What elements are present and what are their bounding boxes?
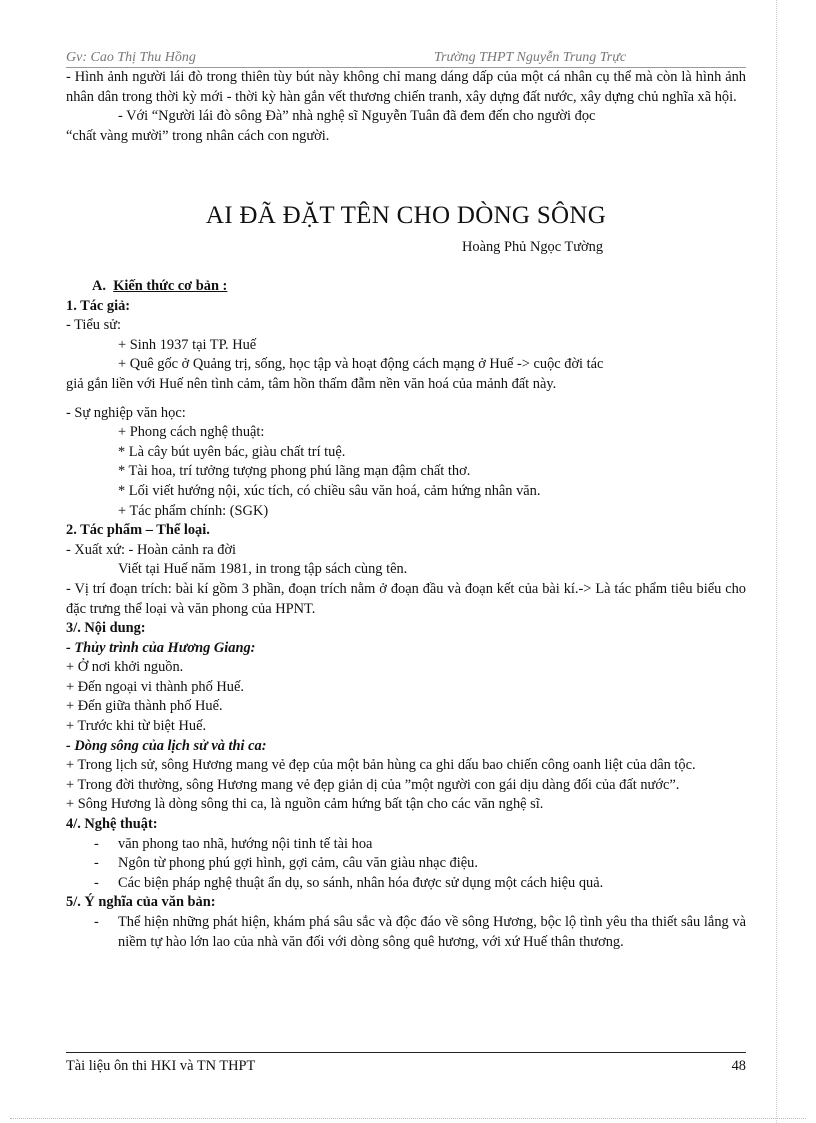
- page-side-dots: [776, 0, 777, 1123]
- history-item-1: + Trong lịch sử, sông Hương mang vẻ đẹp của một bản hùng ca ghi dấu bao chiến công oanh liệt của dân tộc.: [66, 757, 696, 774]
- content-item-4: + Trước khi từ biệt Huế.: [66, 718, 207, 735]
- history-item-2: + Trong đời thường, sông Hương mang vẻ đẹp giản dị của ”một người con gái dịu dàng đối của đất nước”.: [66, 776, 680, 793]
- art-item-3: - Các biện pháp nghệ thuật ẩn dụ, so sánh, nhân hóa được sử dụng một cách hiệu quả.: [66, 874, 746, 894]
- header-teacher: Gv: Cao Thị Thu Hồng: [66, 50, 196, 65]
- section-a-label: Kiến thức cơ bản :: [113, 278, 228, 294]
- bio-item-2-cont: giả gắn liền với Huế nên tình cảm, tâm hồn thấm đẫm nền văn hoá của mảnh đất này.: [66, 375, 557, 392]
- meaning-list: [66, 913, 746, 952]
- header-school: Trường THPT Nguyễn Trung Trực: [434, 50, 627, 65]
- page-content: [66, 68, 746, 950]
- content-sub-2: - Dòng sông của lịch sử và thi ca:: [66, 737, 267, 754]
- intro-paragraph-2-line-1: - Với “Người lái đò sông Đà” nhà nghệ sĩ Nguyễn Tuân đã đem đến cho người đọc: [118, 108, 596, 125]
- page-edge-dots: [10, 1118, 806, 1119]
- career-item-3: * Tài hoa, trí tưởng tượng phong phú lãng mạn đậm chất thơ.: [118, 463, 471, 480]
- work-origin: - Xuất xứ: - Hoàn cảnh ra đời: [66, 541, 237, 558]
- work-position: - Vị trí đoạn trích: bài kí gồm 3 phần, đoạn trích nằm ở đoạn đầu và đoạn kết của bài kí.-> Là tác phẩm tiêu biểu cho đặc trưng thể loại và văn phong của HPNT.: [66, 580, 746, 617]
- bio-item-1: + Sinh 1937 tại TP. Huế: [118, 336, 257, 353]
- art-heading: 4/. Nghệ thuật:: [66, 816, 158, 833]
- art-list: [66, 835, 746, 894]
- lesson-title: AI ĐÃ ĐẶT TÊN CHO DÒNG SÔNG: [205, 202, 607, 229]
- bio-label: - Tiểu sử:: [66, 317, 121, 334]
- section-a-heading: [66, 277, 746, 297]
- work-origin-detail: Viết tại Huế năm 1981, in trong tập sách cùng tên.: [118, 561, 408, 578]
- page-number: 48: [731, 1058, 746, 1074]
- meaning-heading: 5/. Ý nghĩa của văn bản:: [66, 894, 216, 911]
- content-item-1: + Ở nơi khởi nguồn.: [66, 659, 184, 676]
- author-heading: 1. Tác giả:: [66, 297, 131, 314]
- footer-rule: [66, 1052, 746, 1053]
- lesson-body: [66, 277, 746, 952]
- content-heading: 3/. Nội dung:: [66, 620, 146, 637]
- bio-item-2: + Quê gốc ở Quảng trị, sống, học tập và hoạt động cách mạng ở Huế -> cuộc đời tác: [118, 356, 604, 373]
- content-sub-1: - Thủy trình của Hương Giang:: [66, 639, 256, 656]
- career-item-5: + Tác phẩm chính: (SGK): [118, 502, 269, 519]
- intro-paragraph-1: - Hình ảnh người lái đò trong thiên tùy bút này không chỉ mang dáng dấp của một cá nhân cụ thể mà còn là hình ảnh nhân dân trong thời kỳ mới - thời kỳ hàn gắn vết thương chiến tranh, xây dựng đất nước, xây dựng chủ nghĩa xã hội.: [66, 69, 746, 105]
- intro-paragraph-2-line-2: “chất vàng mười” trong nhân cách con người.: [66, 127, 330, 144]
- content-item-2: + Đến ngoại vi thành phố Huế.: [66, 678, 244, 695]
- content-item-3: + Đến giữa thành phố Huế.: [66, 698, 223, 715]
- career-item-1: + Phong cách nghệ thuật:: [118, 424, 265, 441]
- history-item-3: + Sông Hương là dòng sông thi ca, là nguồn cảm hứng bất tận cho các văn nghệ sĩ.: [66, 796, 544, 813]
- lesson-author: Hoàng Phủ Ngọc Tường: [462, 239, 604, 255]
- career-item-4: * Lối viết hướng nội, xúc tích, có chiều sâu văn hoá, cảm hứng nhân văn.: [118, 482, 541, 499]
- page-header: [66, 50, 746, 68]
- section-a-marker: A.: [92, 278, 106, 294]
- footer-title: Tài liệu ôn thi HKI và TN THPT: [66, 1058, 256, 1074]
- career-label: - Sự nghiệp văn học:: [66, 404, 186, 421]
- work-heading: 2. Tác phẩm – Thể loại.: [66, 522, 210, 539]
- meaning-item-1: - Thể hiện những phát hiện, khám phá sâu sắc và độc đáo về sông Hương, bộc lộ tình yêu tha thiết sâu lắng và niềm tự hào lớn lao của nhà văn đối với dòng sông quê hương, với xứ Huế thân thương.: [66, 913, 746, 952]
- art-item-1: - văn phong tao nhã, hướng nội tinh tế tài hoa: [66, 835, 746, 855]
- page-footer: [66, 1058, 746, 1075]
- art-item-2: - Ngôn từ phong phú gợi hình, gợi cảm, câu văn giàu nhạc điệu.: [66, 854, 746, 874]
- career-item-2: * Là cây bút uyên bác, giàu chất trí tuệ.: [118, 443, 346, 460]
